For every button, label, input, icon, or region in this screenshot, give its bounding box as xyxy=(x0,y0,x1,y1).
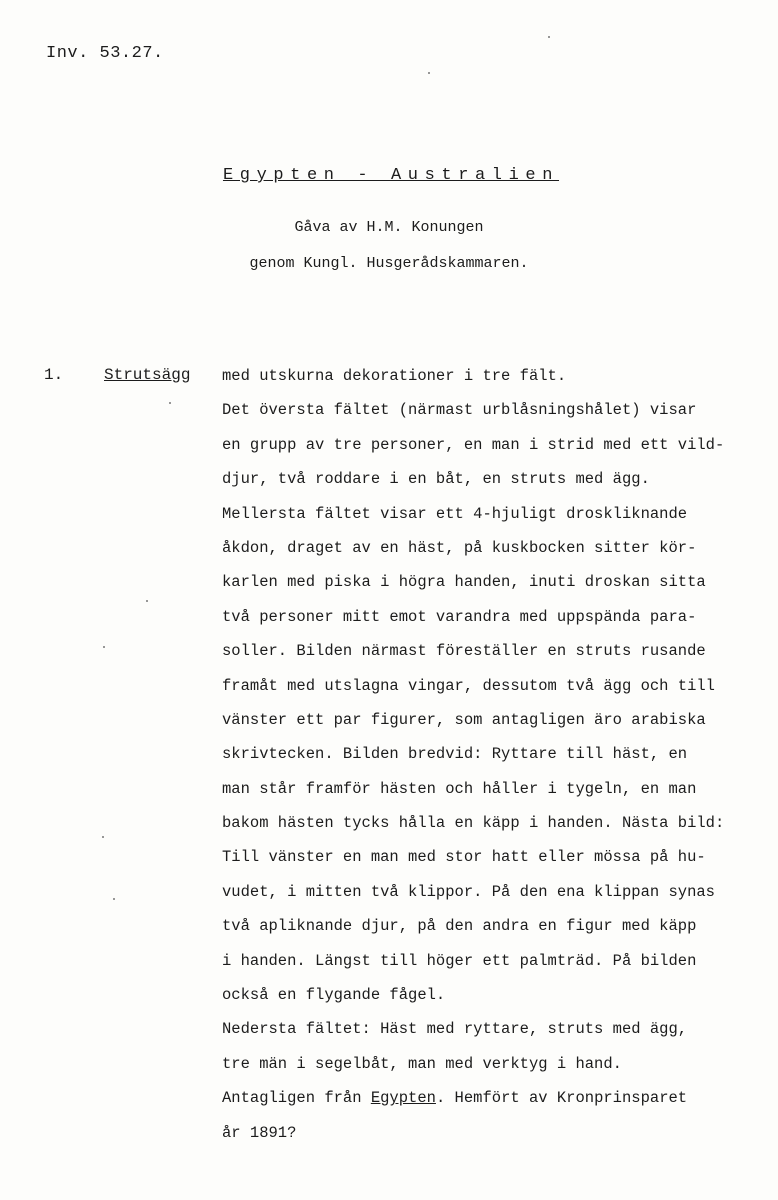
document-title-text: Egypten - Australien xyxy=(222,166,560,185)
description-line: djur, två roddare i en båt, en struts med ägg. xyxy=(222,470,650,489)
provenance-suffix: . Hemfört av Kronprinsparet xyxy=(435,1089,688,1108)
description-line: bakom hästen tycks hålla en käpp i handen. Nästa bild: xyxy=(222,814,725,833)
description-line: soller. Bilden närmast föreställer en struts rusande xyxy=(222,642,706,661)
description-line: åkdon, draget av en häst, på kuskbocken sitter kör- xyxy=(222,538,697,557)
description-line: i handen. Längst till höger ett palmträd. På bilden xyxy=(222,951,697,970)
description-line: en grupp av tre personer, en man i strid med ett vild- xyxy=(222,435,725,454)
entry-description xyxy=(222,366,778,1157)
description-line: skrivtecken. Bilden bredvid: Ryttare till häst, en xyxy=(222,745,688,764)
entry-term: Strutsägg xyxy=(104,366,191,384)
description-line: två personer mitt emot varandra med uppspända para- xyxy=(222,607,697,626)
provenance-place: Egypten xyxy=(370,1089,436,1108)
paper-speck xyxy=(548,36,550,38)
provenance-prefix: Antagligen från xyxy=(222,1089,371,1108)
description-line: tre män i segelbåt, man med verktyg i hand. xyxy=(222,1054,622,1073)
description-line: vänster ett par figurer, som antagligen äro arabiska xyxy=(222,710,706,729)
paper-speck xyxy=(113,898,115,900)
description-line: framåt med utslagna vingar, dessutom två ägg och till xyxy=(222,676,715,695)
description-line: Nedersta fältet: Häst med ryttare, struts med ägg, xyxy=(222,1020,688,1039)
paper-speck xyxy=(102,836,104,838)
paper-speck xyxy=(428,72,430,74)
paper-speck xyxy=(169,402,171,404)
year-line: år 1891? xyxy=(222,1123,297,1142)
entry-number: 1. xyxy=(44,366,64,384)
description-line: två apliknande djur, på den andra en figur med käpp xyxy=(222,917,697,936)
description-line: karlen med piska i högra handen, inuti droskan sitta xyxy=(222,573,706,592)
description-line: med utskurna dekorationer i tre fält. xyxy=(222,367,567,385)
provenance-line xyxy=(222,1088,778,1122)
description-line: också en flygande fågel. xyxy=(222,986,446,1005)
description-line: Till vänster en man med stor hatt eller mössa på hu- xyxy=(222,848,706,867)
description-line: Det översta fältet (närmast urblåsningshålet) visar xyxy=(222,401,697,420)
subtitle-via: genom Kungl. Husgerådskammaren. xyxy=(249,255,529,272)
description-line: Mellersta fältet visar ett 4-hjuligt droskliknande xyxy=(222,504,688,523)
paper-speck xyxy=(146,600,148,602)
paper-speck xyxy=(103,646,105,648)
inventory-number: Inv. 53.27. xyxy=(46,44,164,63)
subtitle-donation: Gåva av H.M. Konungen xyxy=(294,219,484,236)
document-title xyxy=(0,166,778,185)
description-line: vudet, i mitten två klippor. På den ena klippan synas xyxy=(222,882,715,901)
description-line: man står framför hästen och håller i tygeln, en man xyxy=(222,779,697,798)
